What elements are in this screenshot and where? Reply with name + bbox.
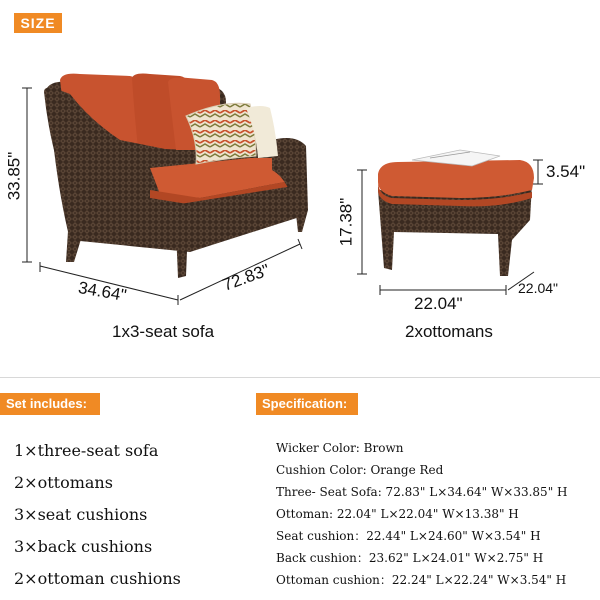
ottoman-cushion-height-label: 3.54" xyxy=(546,162,586,181)
section-divider xyxy=(0,377,600,378)
ottoman-depth-label: 22.04" xyxy=(518,280,559,296)
list-item: 3×back cushions xyxy=(14,537,153,556)
list-item: Cushion Color: Orange Red xyxy=(276,463,444,477)
list-item: Back cushion：23.62" L×24.01" W×2.75" H xyxy=(276,551,544,565)
ottoman-image xyxy=(378,150,534,276)
sofa-depth-label: 34.64" xyxy=(76,277,128,306)
size-label: SIZE xyxy=(14,13,62,33)
list-item: 2×ottomans xyxy=(14,473,113,492)
ottoman-caption: 2xottomans xyxy=(405,322,493,341)
list-item: Wicker Color: Brown xyxy=(276,441,404,455)
list-item: 2×ottoman cushions xyxy=(14,569,181,588)
ottoman-height-label: 17.38" xyxy=(336,197,356,247)
list-item: 1×three-seat sofa xyxy=(14,441,159,460)
list-item: Ottoman: 22.04" L×22.04" W×13.38" H xyxy=(276,507,519,521)
sofa-image xyxy=(44,74,308,279)
set-includes-title: Set includes: xyxy=(0,393,100,415)
ottoman-width-label: 22.04" xyxy=(414,294,463,313)
specification-title: Specification: xyxy=(256,393,358,415)
set-includes-list xyxy=(14,440,181,600)
list-item: Seat cushion：22.44" L×24.60" W×3.54" H xyxy=(276,529,541,543)
specification-list xyxy=(276,440,568,594)
sofa-caption: 1x3-seat sofa xyxy=(112,322,215,341)
list-item: 3×seat cushions xyxy=(14,505,148,524)
sofa-width-label: 72.83" xyxy=(220,260,273,295)
list-item: Ottoman cushion：22.24" L×22.24" W×3.54" H xyxy=(276,573,567,587)
sofa-height-label: 33.85" xyxy=(4,151,24,201)
list-item: Three- Seat Sofa: 72.83" L×34.64" W×33.85" H xyxy=(276,485,568,499)
